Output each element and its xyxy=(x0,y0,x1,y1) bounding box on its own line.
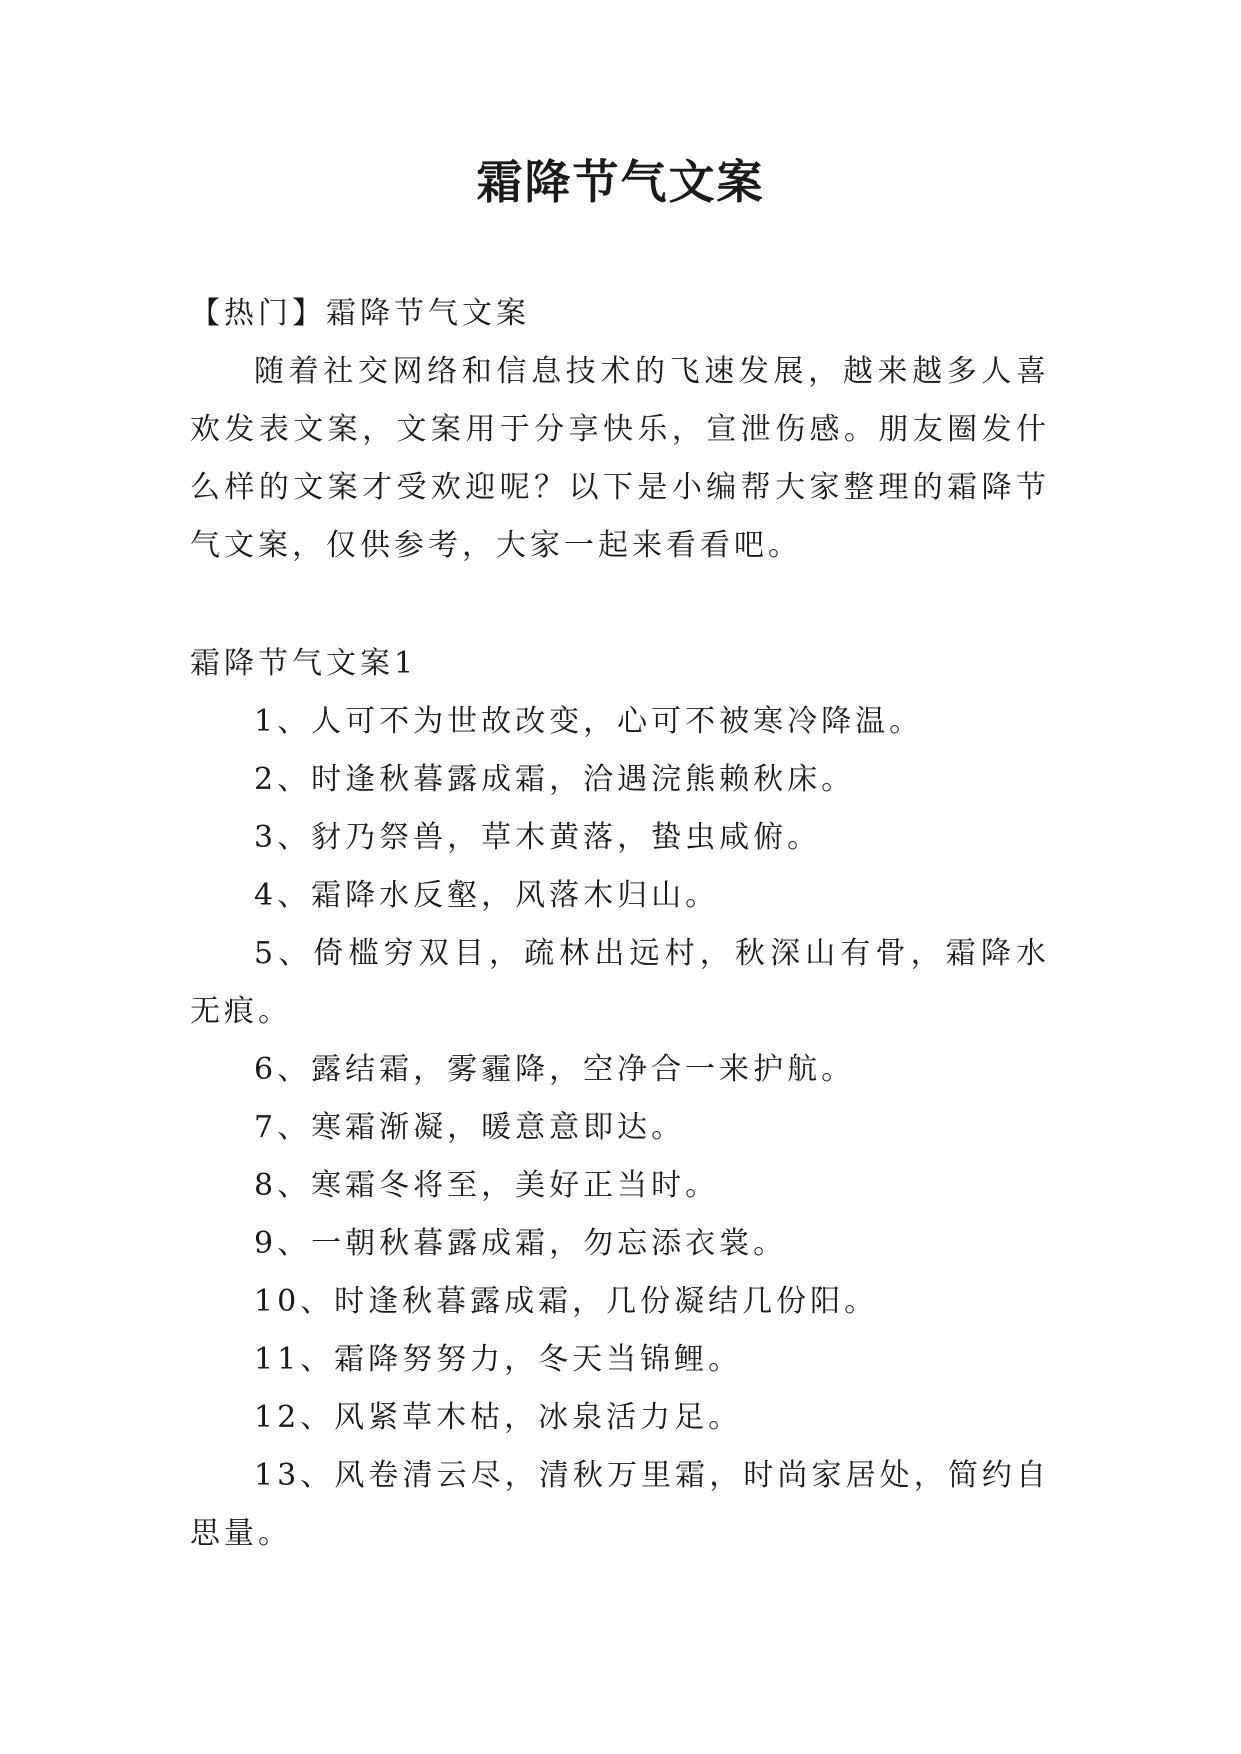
list-item: 7、寒霜渐凝，暖意意即达。 xyxy=(254,1110,686,1145)
list-item: 2、时逢秋暮露成霜，洽遇浣熊赖秋床。 xyxy=(254,762,856,797)
list-item: 12、风紧草木枯，冰泉活力足。 xyxy=(254,1400,743,1435)
article-heading: 【热门】霜降节气文案 xyxy=(190,296,530,331)
list-item: 5、倚槛穷双目，疏林出远村，秋深山有骨，霜降水无痕。 xyxy=(190,936,1050,1029)
page-title: 霜降节气文案 xyxy=(476,155,765,209)
list-item: 11、霜降努努力，冬天当锦鲤。 xyxy=(254,1342,743,1377)
list-item: 1、人可不为世故改变，心可不被寒冷降温。 xyxy=(254,704,924,739)
list-item: 13、风卷清云尽，清秋万里霜，时尚家居处，简约自思量。 xyxy=(190,1458,1050,1551)
list-item: 9、一朝秋暮露成霜，勿忘添衣裳。 xyxy=(254,1226,788,1261)
list-item: 4、霜降水反壑，风落木归山。 xyxy=(254,878,720,913)
list-item: 10、时逢秋暮露成霜，几份凝结几份阳。 xyxy=(254,1284,879,1319)
list-item: 6、露结霜，雾霾降，空净合一来护航。 xyxy=(254,1052,856,1087)
section-spacer xyxy=(190,575,1050,635)
section-title: 霜降节气文案1 xyxy=(190,646,418,681)
list-item: 3、豺乃祭兽，草木黄落，蛰虫咸俯。 xyxy=(254,820,822,855)
list-item: 8、寒霜冬将至，美好正当时。 xyxy=(254,1168,720,1203)
intro-paragraph: 随着社交网络和信息技术的飞速发展，越来越多人喜欢发表文案，文案用于分享快乐，宣泄伤感。朋友圈发什么样的文案才受欢迎呢？以下是小编帮大家整理的霜降节气文案，仅供参考，大家一起来看看吧。 xyxy=(190,354,1050,563)
document-body xyxy=(190,285,1050,1563)
